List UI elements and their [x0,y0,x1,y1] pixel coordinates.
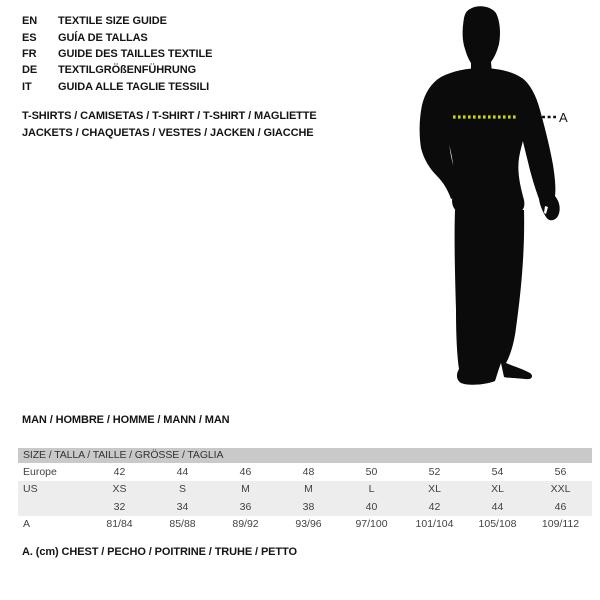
table-cell: 44 [176,465,189,478]
language-code: FR [22,47,37,60]
silhouette-head [463,6,500,74]
table-cell: M [241,483,250,496]
table-cell: 50 [365,465,378,478]
language-code: DE [22,64,38,77]
language-title: GUIDA ALLE TAGLIE TESSILI [58,80,210,93]
table-cell: XS [112,483,127,496]
table-cell: 52 [428,465,441,478]
table-cell: 32 [113,500,126,513]
table-cell: 42 [428,500,441,513]
measure-footnote: A. (cm) CHEST / PECHO / POITRINE / TRUHE / PETTO [22,546,297,558]
language-row-fr [22,46,212,62]
table-cell: 38 [302,500,315,513]
table-cell: 46 [554,500,567,513]
language-row-en [22,13,212,29]
language-row-es [22,29,212,45]
language-code: IT [22,80,32,93]
silhouette-legs [455,210,532,385]
row-label: A [23,518,31,531]
table-row-europe [18,463,592,481]
language-title: GUÍA DE TALLAS [58,31,148,44]
language-title: TEXTILGRÖßENFÜHRUNG [58,64,197,77]
row-label: Europe [23,465,57,478]
man-silhouette-figure [405,0,580,400]
language-list [22,13,212,95]
language-code: EN [22,15,38,28]
size-table [18,448,592,533]
garment-categories [22,108,317,141]
table-cell: 93/96 [295,518,322,531]
table-cell: 36 [239,500,252,513]
table-row-chest-cm [18,516,592,534]
table-cell: 40 [365,500,378,513]
table-cell: 97/100 [355,518,388,531]
table-cell: 109/112 [541,518,580,531]
table-row-us-letters [18,481,592,499]
table-cell: L [368,483,375,496]
table-cell: XL [428,483,441,496]
table-cell: 105/108 [478,518,517,531]
section-heading: MAN / HOMBRE / HOMME / MANN / MAN [22,414,230,426]
table-cell: S [178,483,186,496]
table-cell: 44 [491,500,504,513]
size-table-header: SIZE / TALLA / TAILLE / GRÖSSE / TAGLIA [18,448,592,463]
category-jackets: JACKETS / CHAQUETAS / VESTES / JACKEN / GIACCHE [22,126,314,139]
table-cell: XXL [550,483,571,496]
language-title: TEXTILE SIZE GUIDE [58,15,167,28]
table-cell: 46 [239,465,252,478]
language-row-it [22,79,212,95]
measure-label-a: A [559,110,568,125]
table-cell: 89/92 [232,518,259,531]
table-cell: 101/104 [415,518,454,531]
table-cell: XL [491,483,504,496]
table-cell: M [304,483,313,496]
table-cell: 56 [554,465,567,478]
table-cell: 42 [113,465,126,478]
category-tshirts: T-SHIRTS / CAMISETAS / T-SHIRT / T-SHIRT / MAGLIETTE [22,110,317,122]
table-cell: 34 [176,500,189,513]
table-row-us-numbers [18,498,592,516]
row-label: US [23,483,38,496]
table-cell: 81/84 [106,518,133,531]
language-row-de [22,62,212,78]
table-cell: 54 [491,465,504,478]
language-title: GUIDE DES TAILLES TEXTILE [58,47,213,60]
language-code: ES [22,31,37,44]
table-cell: 48 [302,465,315,478]
table-cell: 85/88 [169,518,196,531]
